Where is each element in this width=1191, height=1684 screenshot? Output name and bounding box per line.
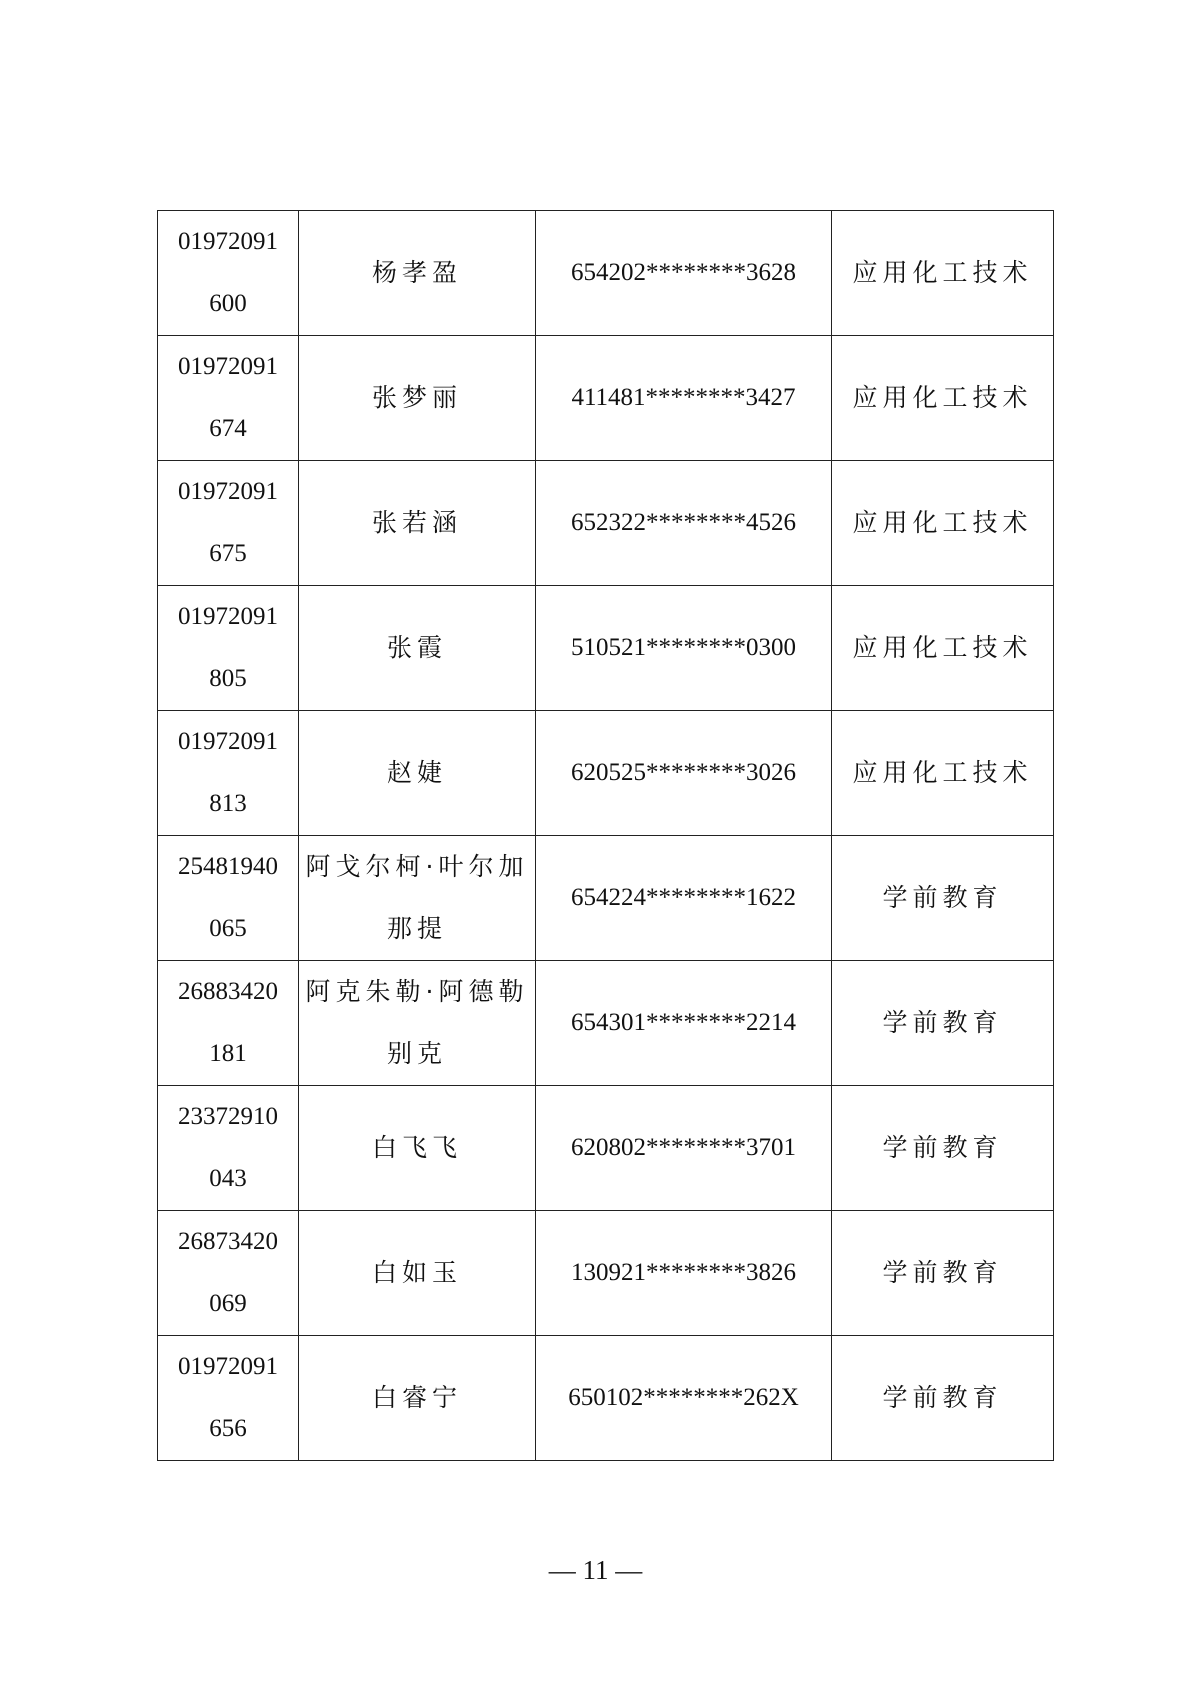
exam-id-cell: 01972091 805 (158, 586, 299, 711)
name-cell: 张霞 (299, 586, 536, 711)
major-cell: 应用化工技术 (832, 211, 1054, 336)
exam-id-cell: 01972091 656 (158, 1336, 299, 1461)
table-row (158, 836, 1054, 961)
table-row (158, 711, 1054, 836)
table-row (158, 1086, 1054, 1211)
major-cell: 学前教育 (832, 836, 1054, 961)
exam-id-cell: 01972091 675 (158, 461, 299, 586)
id-number-cell: 654301********2214 (536, 961, 832, 1086)
table-row (158, 461, 1054, 586)
id-number-cell: 411481********3427 (536, 336, 832, 461)
name-cell: 赵婕 (299, 711, 536, 836)
table-row (158, 336, 1054, 461)
id-number-cell: 620802********3701 (536, 1086, 832, 1211)
table-row (158, 1336, 1054, 1461)
id-number-cell: 620525********3026 (536, 711, 832, 836)
table-row (158, 211, 1054, 336)
exam-id-cell: 01972091 674 (158, 336, 299, 461)
id-number-cell: 650102********262X (536, 1336, 832, 1461)
major-cell: 应用化工技术 (832, 586, 1054, 711)
name-cell: 白如玉 (299, 1211, 536, 1336)
exam-id-cell: 01972091 600 (158, 211, 299, 336)
table-row (158, 1211, 1054, 1336)
id-number-cell: 654224********1622 (536, 836, 832, 961)
name-cell: 白飞飞 (299, 1086, 536, 1211)
major-cell: 学前教育 (832, 1336, 1054, 1461)
name-cell: 杨孝盈 (299, 211, 536, 336)
exam-id-cell: 23372910 043 (158, 1086, 299, 1211)
major-cell: 应用化工技术 (832, 711, 1054, 836)
major-cell: 学前教育 (832, 961, 1054, 1086)
id-number-cell: 510521********0300 (536, 586, 832, 711)
major-cell: 学前教育 (832, 1211, 1054, 1336)
exam-id-cell: 01972091 813 (158, 711, 299, 836)
id-number-cell: 130921********3826 (536, 1211, 832, 1336)
table-row (158, 961, 1054, 1086)
exam-id-cell: 26883420 181 (158, 961, 299, 1086)
name-cell: 阿克朱勒·阿德勒别克 (299, 961, 536, 1086)
name-cell: 张若涵 (299, 461, 536, 586)
major-cell: 学前教育 (832, 1086, 1054, 1211)
name-cell: 阿戈尔柯·叶尔加那提 (299, 836, 536, 961)
student-roster-table (157, 210, 1054, 1461)
major-cell: 应用化工技术 (832, 461, 1054, 586)
exam-id-cell: 25481940 065 (158, 836, 299, 961)
name-cell: 白睿宁 (299, 1336, 536, 1461)
exam-id-cell: 26873420 069 (158, 1211, 299, 1336)
id-number-cell: 652322********4526 (536, 461, 832, 586)
page-number: — 11 — (548, 1555, 643, 1585)
name-cell: 张梦丽 (299, 336, 536, 461)
major-cell: 应用化工技术 (832, 336, 1054, 461)
id-number-cell: 654202********3628 (536, 211, 832, 336)
table-row (158, 586, 1054, 711)
